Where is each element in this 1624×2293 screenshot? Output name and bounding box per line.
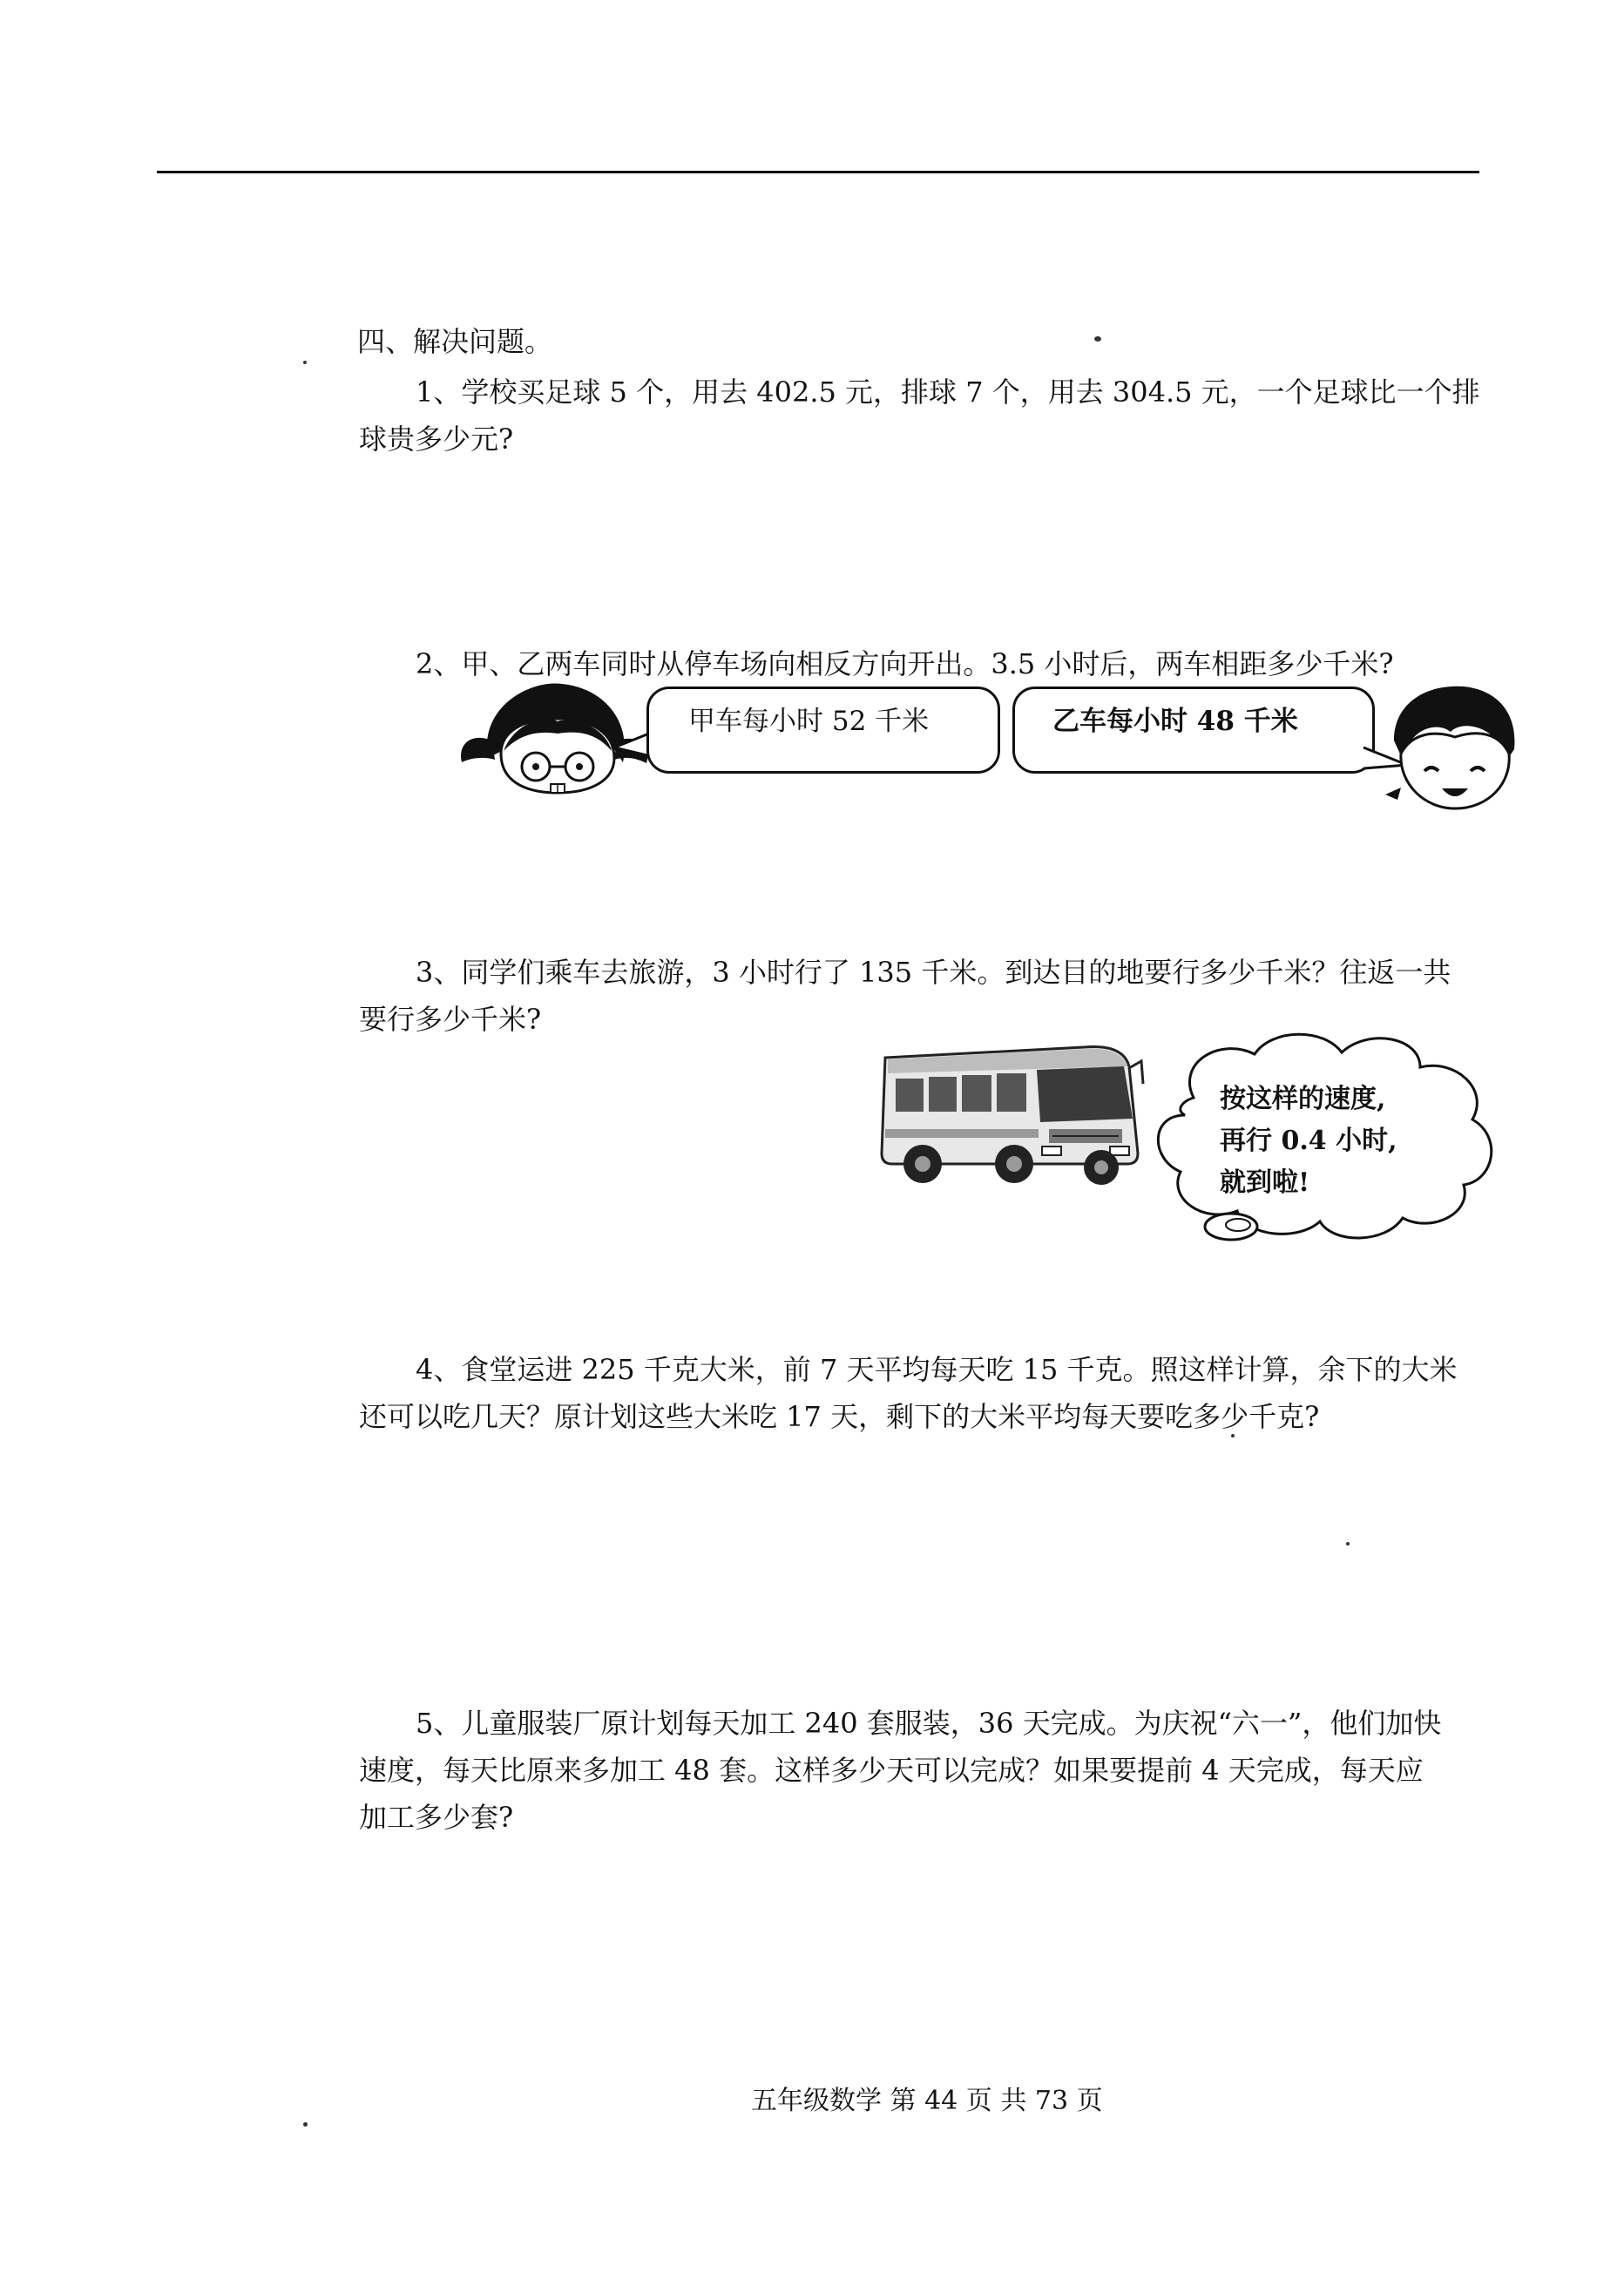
- problem-1-line-2: 球贵多少元?: [359, 423, 514, 456]
- section-title: 四、解决问题。: [357, 325, 553, 358]
- scan-speck: [303, 2122, 308, 2127]
- scan-speck: [1231, 1434, 1235, 1437]
- scan-speck: [303, 361, 307, 364]
- header-rule: [157, 171, 1479, 173]
- problem-2-line-1: 2、甲、乙两车同时从停车场向相反方向开出。3.5 小时后，两车相距多少千米?: [416, 647, 1394, 680]
- problem-1-line-1: 1、学校买足球 5 个，用去 402.5 元，排球 7 个，用去 304.5 元，一个足球比一个排: [416, 375, 1480, 409]
- left-bubble-text: 甲车每小时 52 千米: [688, 706, 930, 737]
- cloud-line-2: 再行 0.4 小时,: [1220, 1126, 1397, 1156]
- cloud-line-1: 按这样的速度,: [1220, 1084, 1386, 1114]
- problem-3-line-1: 3、同学们乘车去旅游，3 小时行了 135 千米。到达目的地要行多少千米？往返一共: [416, 956, 1451, 989]
- problem-5-line-2: 速度，每天比原来多加工 48 套。这样多少天可以完成？如果要提前 4 天完成，每天应: [359, 1754, 1424, 1787]
- boy-face-illustration: [1368, 680, 1533, 819]
- scan-speck: [1346, 1542, 1350, 1546]
- problem-5-line-1: 5、儿童服装厂原计划每天加工 240 套服装，36 天完成。为庆祝“六一”，他们加快: [416, 1707, 1442, 1740]
- cloud-line-3: 就到啦!: [1220, 1167, 1310, 1198]
- scan-speck: [1094, 336, 1101, 342]
- problem-4-line-2: 还可以吃几天？原计划这些大米吃 17 天，剩下的大米平均每天要吃多少千克?: [359, 1400, 1320, 1433]
- problem-5-line-3: 加工多少套?: [359, 1801, 514, 1834]
- problem-3-line-2: 要行多少千米?: [359, 1003, 542, 1036]
- right-bubble-text: 乙车每小时 48 千米: [1052, 706, 1298, 737]
- page-footer: 五年级数学 第 44 页 共 73 页: [751, 2086, 1103, 2116]
- problem-4-line-1: 4、食堂运进 225 千克大米，前 7 天平均每天吃 15 千克。照这样计算，余下的大米: [416, 1353, 1458, 1386]
- bus-illustration: [875, 1032, 1145, 1188]
